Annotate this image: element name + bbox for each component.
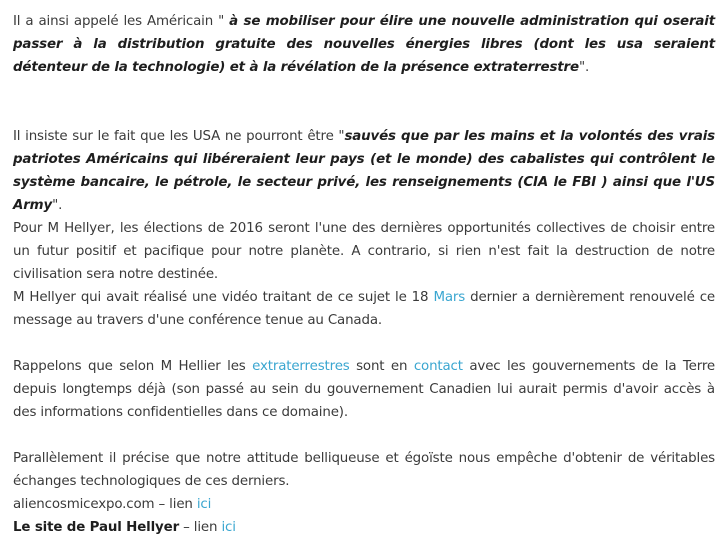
contact-link[interactable]: contact <box>413 359 463 374</box>
spacer <box>13 79 715 125</box>
video-after: dernier a dernièrement renouvelé ce message au travers d'une conférence tenue au Canada. <box>13 290 715 328</box>
paragraph-insists <box>13 125 715 217</box>
spacer <box>13 332 715 355</box>
paragraph-parallel: Parallèlement il précise que notre attitude belliqueuse et égoïste nous empêche d'obtenir de véritables échanges technologiques de ces derniers. <box>13 451 715 489</box>
spacer <box>13 424 715 447</box>
appeal-close: ". <box>578 60 590 75</box>
paragraph-video <box>13 286 715 332</box>
video-before: M Hellyer qui avait réalisé une vidéo traitant de ce sujet le 18 <box>13 290 434 305</box>
contact-after: avec les gouvernements de la Terre depuis longtemps déjà (son passé au sein du gouvernement Canadien lui aurait permis d'avoir accès à des informations confidentielles dans ce domaine). <box>13 359 715 420</box>
mars-link[interactable]: Mars <box>433 290 466 305</box>
source-line-hellyer <box>13 516 715 539</box>
insists-intro: Il insiste sur le fait que les USA ne pourront être " <box>13 129 345 144</box>
source1-sep: – lien <box>154 497 197 512</box>
paragraph-appeal <box>13 10 715 79</box>
source2-name: Le site de Paul Hellyer <box>13 520 180 535</box>
insists-quote: sauvés que par les mains et la volontés des vrais patriotes Américains qui libéreraient leur pays (et le monde) des cabalistes qui contrôlent le système bancaire, le pétrole, le secteur privé, les renseignements (CIA le FBI ) ainsi que l'US Army <box>13 129 715 213</box>
paragraph-elections: Pour M Hellyer, les élections de 2016 seront l'une des dernières opportunités collectives de choisir entre un futur positif et pacifique pour notre planète. A contrario, si rien n'est fait la destruction de notre civilisation sera notre destinée. <box>13 221 715 282</box>
contact-middle: sont en <box>349 359 414 374</box>
appeal-quote: à se mobiliser pour élire une nouvelle administration qui oserait passer à la distribution gratuite des nouvelles énergies libres (dont les usa seraient détenteur de la technologie) et à la révélation de la présence extraterrestre <box>13 14 716 75</box>
appeal-intro: Il a ainsi appelé les Américain " <box>13 14 230 29</box>
source2-link[interactable]: ici <box>221 520 236 535</box>
insists-close: ". <box>52 198 63 213</box>
source-line-aliencosmicexpo <box>13 493 715 516</box>
source1-name: aliencosmicexpo.com <box>13 497 155 512</box>
extraterrestres-link[interactable]: extraterrestres <box>252 359 350 374</box>
source1-link[interactable]: ici <box>196 497 212 512</box>
source2-sep: – lien <box>179 520 222 535</box>
paragraph-contact <box>13 355 715 424</box>
contact-before: Rappelons que selon M Hellier les <box>13 359 253 374</box>
